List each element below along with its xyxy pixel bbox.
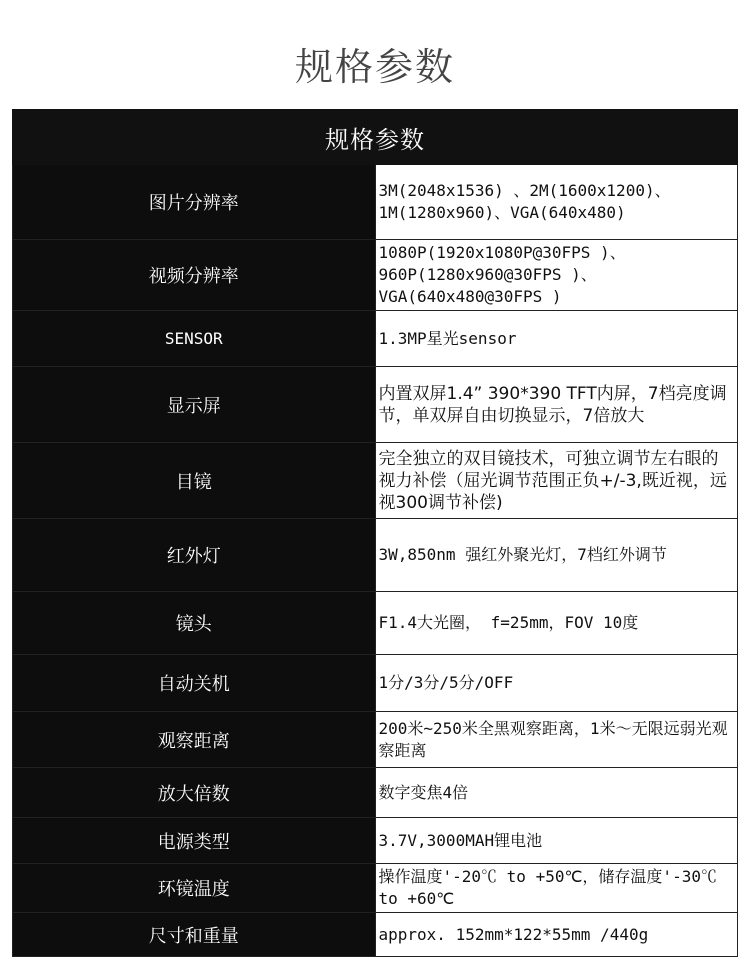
row-value: 3W,850nm 强红外聚光灯，7档红外调节: [375, 519, 738, 592]
table-row: [13, 240, 738, 311]
row-label: 环镜温度: [13, 864, 376, 913]
table-row: [13, 913, 738, 957]
row-label: 显示屏: [13, 367, 376, 443]
row-label: 观察距离: [13, 712, 376, 768]
table-row: [13, 311, 738, 367]
row-label: 自动关机: [13, 655, 376, 712]
row-label: 尺寸和重量: [13, 913, 376, 957]
row-value: 内置双屏1.4” 390*390 TFT内屏，7档亮度调节，单双屏自由切换显示，7倍放大: [375, 367, 738, 443]
table-row: [13, 864, 738, 913]
table-row: [13, 367, 738, 443]
row-label: 电源类型: [13, 818, 376, 864]
row-value: 1分/3分/5分/OFF: [375, 655, 738, 712]
table-row: [13, 712, 738, 768]
table-row: [13, 165, 738, 240]
row-label: 镜头: [13, 592, 376, 655]
row-value: 1080P(1920x1080P@30FPS )、960P(1280x960@30FPS )、VGA(640x480@30FPS ): [375, 240, 738, 311]
row-value: F1.4大光圈， f=25mm，FOV 10度: [375, 592, 738, 655]
row-value: 数字变焦4倍: [375, 768, 738, 818]
row-value: approx. 152mm*122*55mm /440g: [375, 913, 738, 957]
table-row: [13, 655, 738, 712]
row-label: SENSOR: [13, 311, 376, 367]
row-label: 视频分辨率: [13, 240, 376, 311]
page-title: 规格参数: [294, 45, 455, 89]
table-row: [13, 443, 738, 519]
row-value: 200米~250米全黑观察距离，1米～无限远弱光观察距离: [375, 712, 738, 768]
row-label: 目镜: [13, 443, 376, 519]
row-label: 图片分辨率: [13, 165, 376, 240]
table-row: [13, 818, 738, 864]
table-row: [13, 592, 738, 655]
row-label: 红外灯: [13, 519, 376, 592]
row-value: 3.7V,3000MAH锂电池: [375, 818, 738, 864]
spec-table: [12, 109, 738, 957]
row-value: 1.3MP星光sensor: [375, 311, 738, 367]
table-header: 规格参数: [13, 110, 738, 165]
row-value: 操作温度'-20℃ to +50℃，储存温度'-30℃ to +60℃: [375, 864, 738, 913]
row-value: 完全独立的双目镜技术，可独立调节左右眼的视力补偿（屈光调节范围正负+/-3,既近视，远视300调节补偿): [375, 443, 738, 519]
row-label: 放大倍数: [13, 768, 376, 818]
row-value: 3M(2048x1536) 、2M(1600x1200)、1M(1280x960)、VGA(640x480): [375, 165, 738, 240]
table-row: [13, 768, 738, 818]
table-row: [13, 519, 738, 592]
